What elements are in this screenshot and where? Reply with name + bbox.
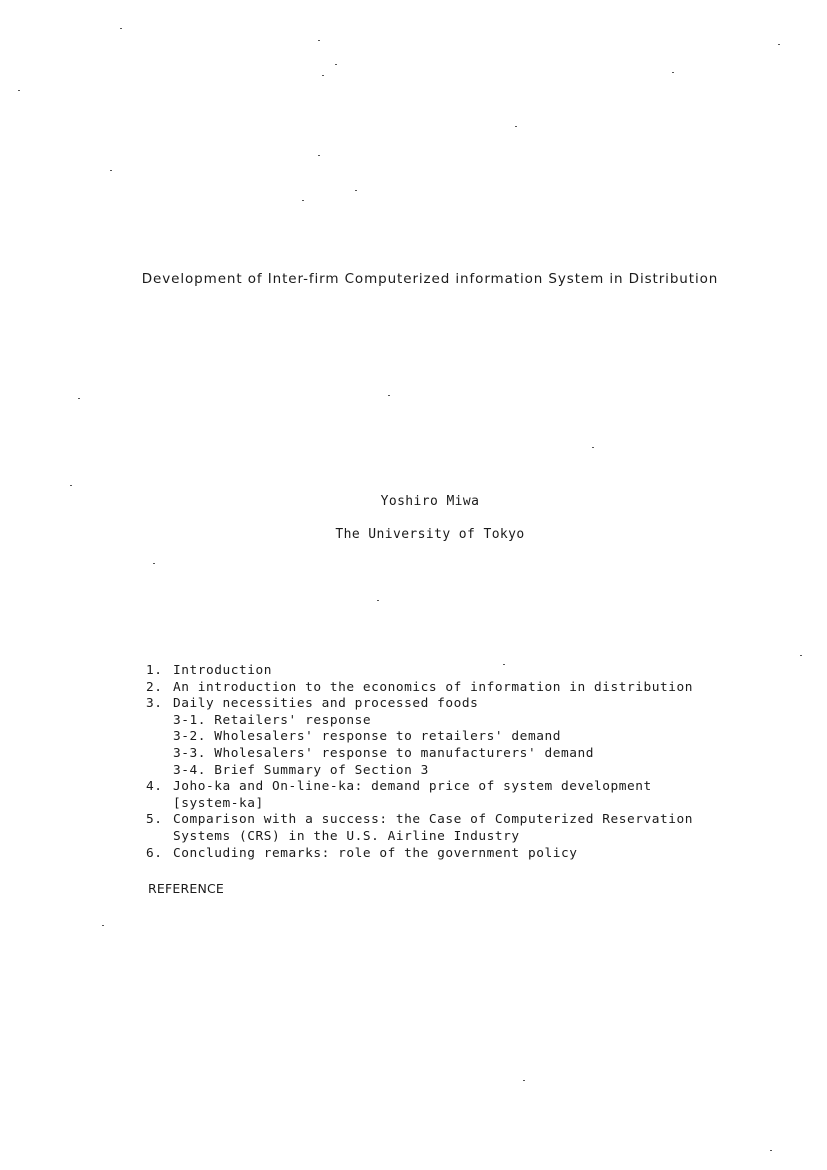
toc-item-text: Concluding remarks: role of the government policy <box>173 845 578 861</box>
toc-item-3 <box>146 696 693 713</box>
toc-item-5 <box>146 812 693 845</box>
toc-item-text-line1: Joho-ka and On-line-ka: demand price of system development <box>173 779 652 795</box>
toc-item-text-line2: Systems (CRS) in the U.S. Airline Industry <box>173 828 520 844</box>
document-title: Development of Inter-firm Computerized information System in Distribution <box>141 271 719 287</box>
toc-item-4 <box>146 779 693 812</box>
toc-item-number: 1. <box>146 663 163 678</box>
toc-item-number: 5. <box>146 812 163 828</box>
reference-heading: REFERENCE <box>148 881 225 896</box>
toc-subitem-text: 3-1. Retailers' response <box>173 712 372 728</box>
toc-subitem-3-3 <box>146 746 693 763</box>
table-of-contents <box>146 663 693 862</box>
toc-item-2 <box>146 680 693 697</box>
toc-subitem-text: 3-3. Wholesalers' response to manufacturers' demand <box>173 745 594 761</box>
toc-item-number: 2. <box>146 679 163 695</box>
toc-subitem-3-2 <box>146 729 693 746</box>
toc-item-number: 4. <box>146 779 163 795</box>
toc-subitem-text: 3-2. Wholesalers' response to retailers' demand <box>173 729 561 745</box>
toc-item-text-line1: Comparison with a success: the Case of Computerized Reservation <box>173 812 694 828</box>
toc-item-text-line2: [system-ka] <box>173 795 264 811</box>
toc-subitem-3-1 <box>146 713 693 730</box>
toc-item-text: Daily necessities and processed foods <box>173 696 479 712</box>
author-affiliation: The University of Tokyo <box>335 527 525 542</box>
toc-subitem-text: 3-4. Brief Summary of Section 3 <box>173 762 429 778</box>
toc-item-text: Introduction <box>173 663 273 678</box>
toc-item-6 <box>146 846 693 863</box>
toc-subitem-3-4 <box>146 763 693 780</box>
toc-item-number: 6. <box>146 845 163 861</box>
toc-item-1 <box>146 663 693 680</box>
toc-item-text: An introduction to the economics of information in distribution <box>173 679 694 695</box>
author-name: Yoshiro Miwa <box>380 494 480 509</box>
toc-item-number: 3. <box>146 696 163 712</box>
